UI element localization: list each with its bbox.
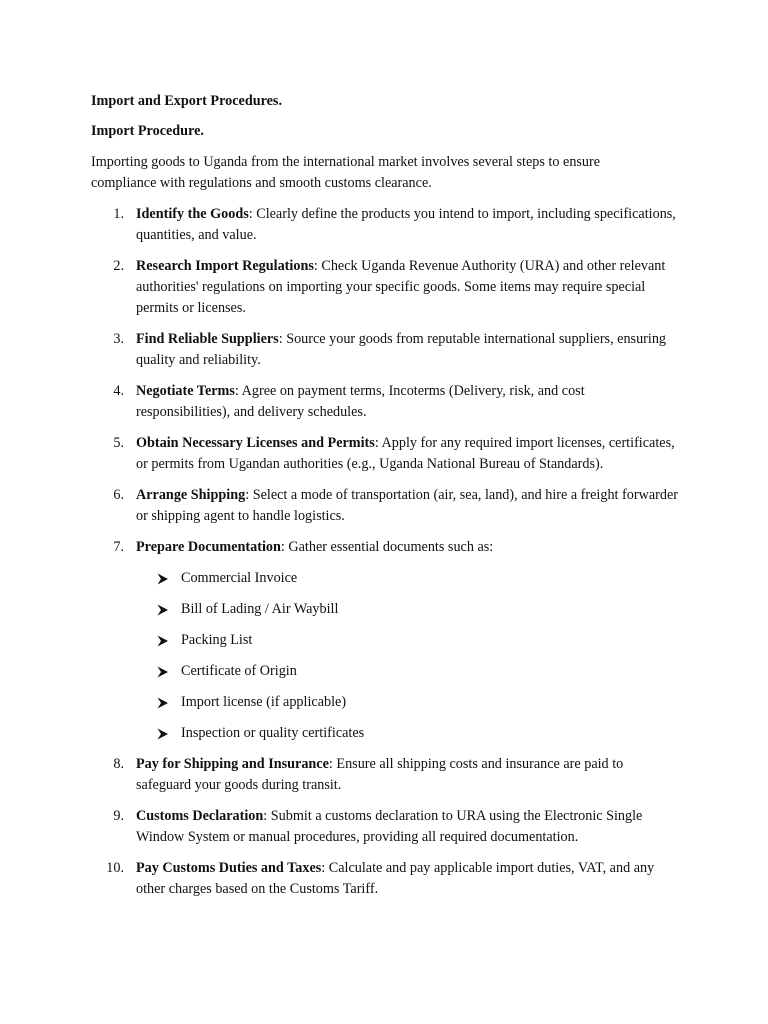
document-label: Inspection or quality certificates (181, 725, 365, 741)
document-list-item (136, 692, 681, 713)
step-term: Obtain Necessary Licenses and Permits (136, 435, 375, 451)
list-item: 6. Arrange Shipping: Select a mode of transportation (air, sea, land), and hire a freight forwarder or shipping agent to handle logistics. (91, 485, 681, 527)
step-term: Customs Declaration (136, 808, 264, 824)
arrowhead-bullet-icon (157, 666, 169, 678)
step-term: Pay Customs Duties and Taxes (136, 860, 322, 876)
list-item: 8. Pay for Shipping and Insurance: Ensure all shipping costs and insurance are paid to safeguard your goods during transit. (91, 754, 681, 796)
import-steps-list (91, 204, 728, 900)
arrowhead-bullet-icon (157, 573, 169, 585)
step-number: 2. (113, 258, 124, 274)
step-text: Select a mode of transportation (air, sea, land), and hire a freight forwarder or shipping agent to handle logistics. (136, 487, 678, 524)
section-title: Import Procedure. (91, 123, 204, 139)
step-term: Arrange Shipping (136, 487, 246, 503)
step-text: Ensure all shipping costs and insurance are paid to safeguard your goods during transit. (136, 756, 624, 793)
document-list-item (136, 630, 681, 651)
arrowhead-bullet-icon (157, 604, 169, 616)
step-text: Apply for any required import licenses, certificates, or permits from Ugandan authorities (e.g., Uganda National Bureau of Standards). (136, 435, 675, 472)
step-number: 10. (106, 860, 124, 876)
step-text: Source your goods from reputable international suppliers, ensuring quality and reliability. (136, 331, 667, 368)
list-item: 5. Obtain Necessary Licenses and Permits: Apply for any required import licenses, certificates, or permits from Ugandan authorities (e.g., Uganda National Bureau of Standards). (91, 433, 681, 475)
step-number: 9. (113, 808, 124, 824)
step-term: Research Import Regulations (136, 258, 314, 274)
step-text: Gather essential documents such as: (288, 539, 494, 555)
step-term: Prepare Documentation (136, 539, 281, 555)
arrowhead-bullet-icon (157, 697, 169, 709)
step-term: Identify the Goods (136, 206, 249, 222)
document-label: Import license (if applicable) (181, 694, 347, 710)
list-item: 7. Prepare Documentation: Gather essential documents such as: Commercial Invoice Bill of Lading / Air Waybill Packing List Certificate of Origin Import license (if applicable) Inspection or quality certificates (91, 537, 681, 744)
document-label: Commercial Invoice (181, 570, 298, 586)
arrowhead-bullet-icon (157, 728, 169, 740)
list-item: 10. Pay Customs Duties and Taxes: Calculate and pay applicable import duties, VAT, and any other charges based on the Customs Tariff. (91, 858, 681, 900)
step-term: Negotiate Terms (136, 383, 235, 399)
intro-paragraph: Importing goods to Uganda from the international market involves several steps to ensure compliance with regulations and smooth customs clearance. (91, 154, 601, 191)
step-text: Clearly define the products you intend to import, including specifications, quantities, and value. (136, 206, 676, 243)
document-list-item (136, 568, 681, 589)
step-text: Check Uganda Revenue Authority (URA) and other relevant authorities' regulations on importing your specific goods. Some items may require special permits or licenses. (136, 258, 666, 316)
step-number: 5. (113, 435, 124, 451)
step-term: Find Reliable Suppliers (136, 331, 279, 347)
step-number: 1. (113, 206, 124, 222)
step-number: 6. (113, 487, 124, 503)
step-text: Calculate and pay applicable import duties, VAT, and any other charges based on the Customs Tariff. (136, 860, 655, 897)
document-list-item (136, 723, 681, 744)
step-text: Agree on payment terms, Incoterms (Delivery, risk, and cost responsibilities), and delivery schedules. (136, 383, 585, 420)
document-list-item (136, 599, 681, 620)
document-label: Packing List (181, 632, 253, 648)
list-item: 9. Customs Declaration: Submit a customs declaration to URA using the Electronic Single Window System or manual procedures, providing all required documentation. (91, 806, 681, 848)
document-label: Bill of Lading / Air Waybill (181, 601, 339, 617)
step-number: 4. (113, 383, 124, 399)
list-item: 4. Negotiate Terms: Agree on payment terms, Incoterms (Delivery, risk, and cost responsibilities), and delivery schedules. (91, 381, 681, 423)
document-title: Import and Export Procedures. (91, 93, 283, 109)
list-item: 1. Identify the Goods: Clearly define the products you intend to import, including specifications, quantities, and value. (91, 204, 681, 246)
step-text: Submit a customs declaration to URA using the Electronic Single Window System or manual procedures, providing all required documentation. (136, 808, 643, 845)
step-number: 8. (113, 756, 124, 772)
document-label: Certificate of Origin (181, 663, 297, 679)
arrowhead-bullet-icon (157, 635, 169, 647)
step-term: Pay for Shipping and Insurance (136, 756, 329, 772)
list-item: 2. Research Import Regulations: Check Uganda Revenue Authority (URA) and other relevant authorities' regulations on importing your specific goods. Some items may require special permits or licenses. (91, 256, 681, 319)
documents-sublist (136, 568, 681, 744)
step-number: 7. (113, 539, 124, 555)
step-number: 3. (113, 331, 124, 347)
list-item: 3. Find Reliable Suppliers: Source your goods from reputable international suppliers, ensuring quality and reliability. (91, 329, 681, 371)
document-list-item (136, 661, 681, 682)
